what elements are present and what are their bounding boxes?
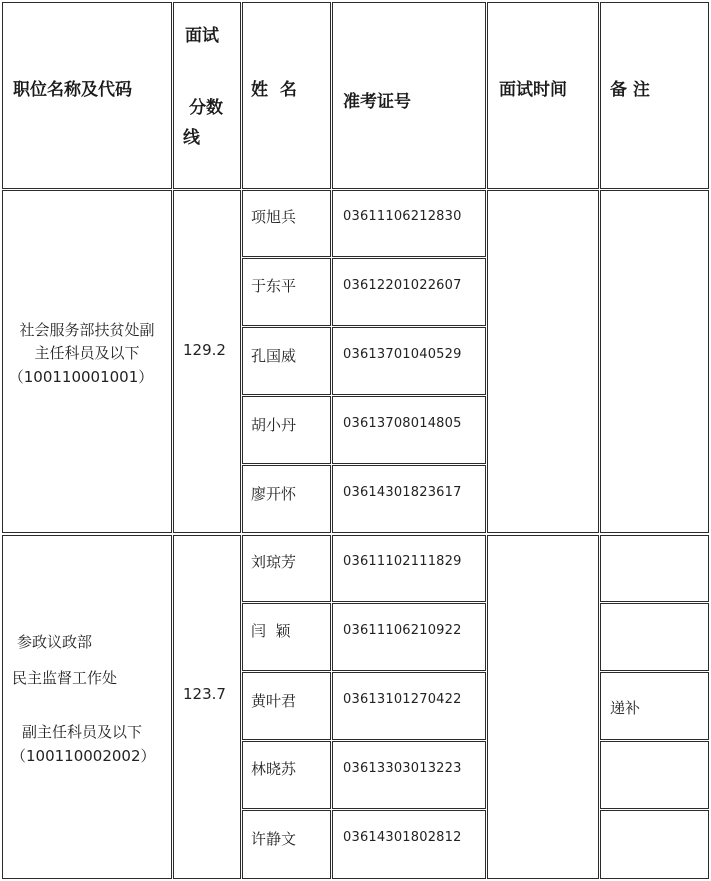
candidate-name: 胡小丹 — [251, 416, 297, 434]
candidate-name: 闫 颖 — [251, 622, 291, 640]
header-score-line-3: 线 — [183, 128, 200, 148]
table-row-name — [242, 465, 331, 533]
header-time-cell — [487, 2, 599, 189]
header-time-label: 面试时间 — [499, 80, 567, 100]
candidate-name: 孔国威 — [251, 347, 297, 365]
table-row-remark — [600, 810, 709, 879]
ticket-number: 03614301802812 — [343, 830, 462, 845]
table-row-ticket — [332, 465, 486, 533]
group-1-position-line-2: 主任科员及以下 — [34, 344, 140, 362]
table-row-remark — [600, 535, 709, 602]
table-row-remark — [600, 741, 709, 809]
table-row-remark — [600, 603, 709, 671]
table-row-ticket — [332, 672, 486, 740]
group-1-position-code: （100110001001） — [8, 368, 154, 386]
candidate-name: 项旭兵 — [251, 208, 297, 226]
header-position-label: 职位名称及代码 — [13, 80, 132, 100]
candidate-name: 林晓苏 — [251, 760, 297, 778]
table-row-name — [242, 327, 331, 395]
ticket-number: 03613708014805 — [343, 416, 462, 431]
group-2-position-line-2: 民主监督工作处 — [12, 669, 118, 687]
header-name-cell — [242, 2, 331, 189]
ticket-number: 03613701040529 — [343, 347, 462, 362]
group-1-position-cell — [2, 190, 172, 533]
header-remark-cell — [600, 2, 709, 189]
table-row-remark — [600, 672, 709, 740]
candidate-name: 许静文 — [251, 830, 297, 848]
ticket-number: 03611102111829 — [343, 554, 462, 569]
group-1-remark-cell — [600, 190, 709, 533]
header-ticket-cell — [332, 2, 486, 189]
table-row-ticket — [332, 741, 486, 809]
table-row-ticket — [332, 258, 486, 326]
group-2-position-line-3: 副主任科员及以下 — [22, 723, 143, 741]
group-1-position-line-1: 社会服务部扶贫处副 — [19, 321, 155, 339]
ticket-number: 03613101270422 — [343, 692, 462, 707]
table-row-name — [242, 603, 331, 671]
table-row-name — [242, 258, 331, 326]
group-2-position-line-1: 参政议政部 — [17, 633, 93, 651]
table-row-name — [242, 396, 331, 464]
header-ticket-label: 准考证号 — [343, 92, 411, 112]
candidate-name: 廖开怀 — [251, 485, 297, 503]
header-name-label: 姓 名 — [251, 80, 297, 100]
group-1-score-cell — [173, 190, 241, 533]
group-2-position-cell — [2, 535, 172, 879]
header-score-cell — [173, 2, 241, 189]
table-row-ticket — [332, 190, 486, 257]
candidate-name: 黄叶君 — [251, 692, 297, 710]
header-position-cell — [2, 2, 172, 189]
ticket-number: 03611106212830 — [343, 209, 462, 224]
group-2-position-code: （100110002002） — [11, 747, 156, 765]
table-row-ticket — [332, 810, 486, 879]
candidate-name: 于东平 — [251, 277, 297, 295]
group-2-score-cell — [173, 535, 241, 879]
group-2-time-cell — [487, 535, 599, 879]
table-row-name — [242, 741, 331, 809]
header-remark-label: 备 注 — [610, 80, 650, 100]
ticket-number: 03614301823617 — [343, 485, 462, 500]
header-score-line-1: 面试 — [185, 26, 219, 46]
table-row-ticket — [332, 327, 486, 395]
remark-text: 递补 — [610, 699, 641, 717]
table-row-name — [242, 672, 331, 740]
table-row-name — [242, 190, 331, 257]
ticket-number: 03611106210922 — [343, 623, 462, 638]
header-score-line-2: 分数 — [189, 98, 223, 118]
table-row-name — [242, 535, 331, 602]
table-row-ticket — [332, 535, 486, 602]
candidate-name: 刘琼芳 — [251, 553, 297, 571]
ticket-number: 03613303013223 — [343, 761, 462, 776]
group-1-score: 129.2 — [183, 341, 226, 359]
table-row-name — [242, 810, 331, 879]
table-row-ticket — [332, 603, 486, 671]
group-2-score: 123.7 — [183, 685, 226, 703]
group-1-time-cell — [487, 190, 599, 533]
table-row-ticket — [332, 396, 486, 464]
ticket-number: 03612201022607 — [343, 278, 462, 293]
